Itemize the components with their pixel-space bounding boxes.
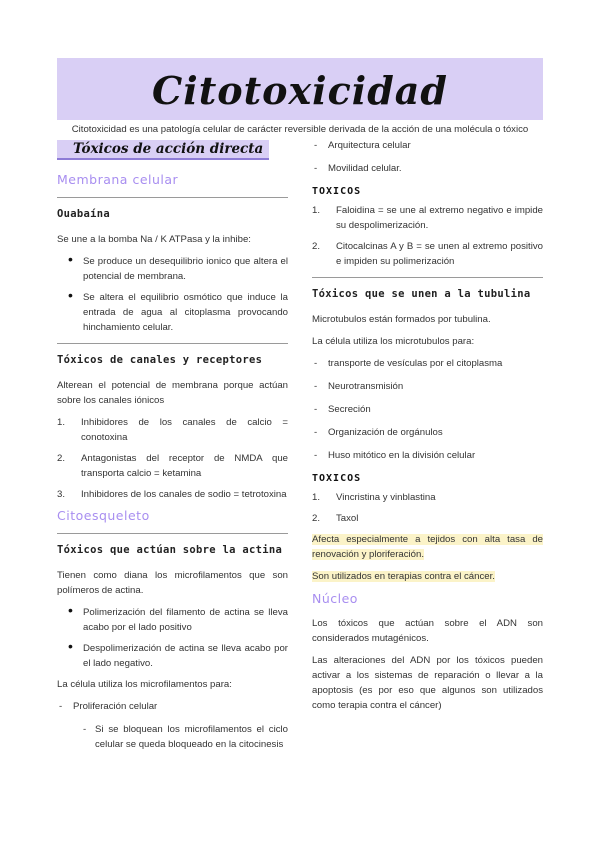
ouabaina-text: Se une a la bomba Na / K ATPasa y la inhibe: [57, 234, 251, 245]
left-column [57, 138, 288, 760]
intro-text: Citotoxicidad es una patología celular de carácter reversible derivada de la acción de una molécula o tóxico [71, 124, 529, 135]
citoesqueleto-heading: Citoesqueleto [57, 508, 150, 523]
list-item: 2. Taxol [312, 513, 359, 524]
membrana-heading: Membrana celular [57, 172, 179, 187]
toxicos-label: TOXICOS [312, 473, 362, 484]
highlight-text-2: Son utilizados en terapias contra el cáncer. [312, 571, 495, 582]
actina-list [57, 605, 288, 671]
list-item: • Se altera el equilibrio osmótico que induce la entrada de agua al citoplasma provocando hinchamiento celular. [57, 290, 288, 335]
list-item: 2. Antagonistas del receptor de NMDA que transporta calcio = ketamina [57, 453, 288, 479]
list-item: - Huso mitótico en la división celular [312, 448, 543, 463]
list-item: - transporte de vesículas por el citoplasma [312, 356, 543, 371]
actina-text-2: La célula utiliza los microfilamentos para: [57, 679, 232, 690]
list-item: • Se produce un desequilibrio ionico que altera el potencial de membrana. [57, 254, 288, 284]
canales-list [57, 415, 288, 502]
list-item: 2. Citocalcinas A y B = se unen al extremo positivo e impiden su polimerización [312, 241, 543, 267]
list-item: - Proliferación celular [57, 699, 288, 714]
toxicos-list [312, 203, 543, 269]
right-column [312, 138, 543, 720]
section-title: Tóxicos de acción directa [57, 140, 269, 160]
title-banner [57, 58, 543, 120]
list-item: 3. Inhibidores de los canales de sodio = tetrotoxina [57, 489, 287, 500]
tubulina-heading: Tóxicos que se unen a la tubulina [312, 288, 531, 300]
list-item: - Organización de orgánulos [312, 425, 543, 440]
tubulina-list [312, 356, 543, 463]
canales-heading: Tóxicos de canales y receptores [57, 354, 263, 366]
nucleo-text-2: Las alteraciones del ADN por los tóxicos pueden activar a los sistemas de reparación o llevar a la apoptosis (es por eso que algunos son utilizados como terapia contra el cáncer) [312, 655, 543, 711]
list-item: - Si se bloquean los microfilamentos el ciclo celular se queda bloqueado en la citocinesis [57, 722, 288, 752]
actina-subdash-list [57, 722, 288, 752]
list-item: - Secreción [312, 402, 543, 417]
list-item: 1. Inhibidores de los canales de calcio = conotoxina [57, 417, 288, 443]
toxicos-list-2 [312, 490, 543, 526]
divider [57, 533, 288, 534]
divider [57, 197, 288, 198]
divider [57, 343, 288, 344]
ouabaina-heading: Ouabaína [57, 208, 110, 220]
ouabaina-list [57, 254, 288, 335]
top-dash-list [312, 138, 543, 176]
tubulina-text-2: La célula utiliza los microtubulos para: [312, 336, 475, 347]
list-item: 1. Vincristina y vinblastina [312, 492, 436, 503]
highlight-text: Afecta especialmente a tejidos con alta tasa de renovación y ploriferación. [312, 534, 543, 560]
list-item: - Arquitectura celular [312, 138, 543, 153]
actina-dash-list [57, 699, 288, 714]
actina-heading: Tóxicos que actúan sobre la actina [57, 544, 283, 556]
page-title: Citotoxicidad [152, 68, 448, 113]
nucleo-text: Los tóxicos que actúan sobre el ADN son considerados mutagénicos. [312, 618, 543, 644]
list-item: - Neurotransmisión [312, 379, 543, 394]
list-item: - Movilidad celular. [312, 161, 543, 176]
list-item: 1. Faloidina = se une al extremo negativo e impide su despolimerización. [312, 205, 543, 231]
toxicos-label: TOXICOS [312, 186, 362, 197]
nucleo-heading: Núcleo [312, 591, 358, 606]
canales-text: Alterean el potencial de membrana porque actúan sobre los canales iónicos [57, 380, 288, 406]
divider [312, 277, 543, 278]
tubulina-text: Microtubulos están formados por tubulina. [312, 314, 491, 325]
actina-text: Tienen como diana los microfilamentos que son polímeros de actina. [57, 570, 288, 596]
list-item: • Polimerización del filamento de actina se lleva acabo por el lado positivo [57, 605, 288, 635]
list-item: • Despolimerización de actina se lleva acabo por el lado negativo. [57, 641, 288, 671]
